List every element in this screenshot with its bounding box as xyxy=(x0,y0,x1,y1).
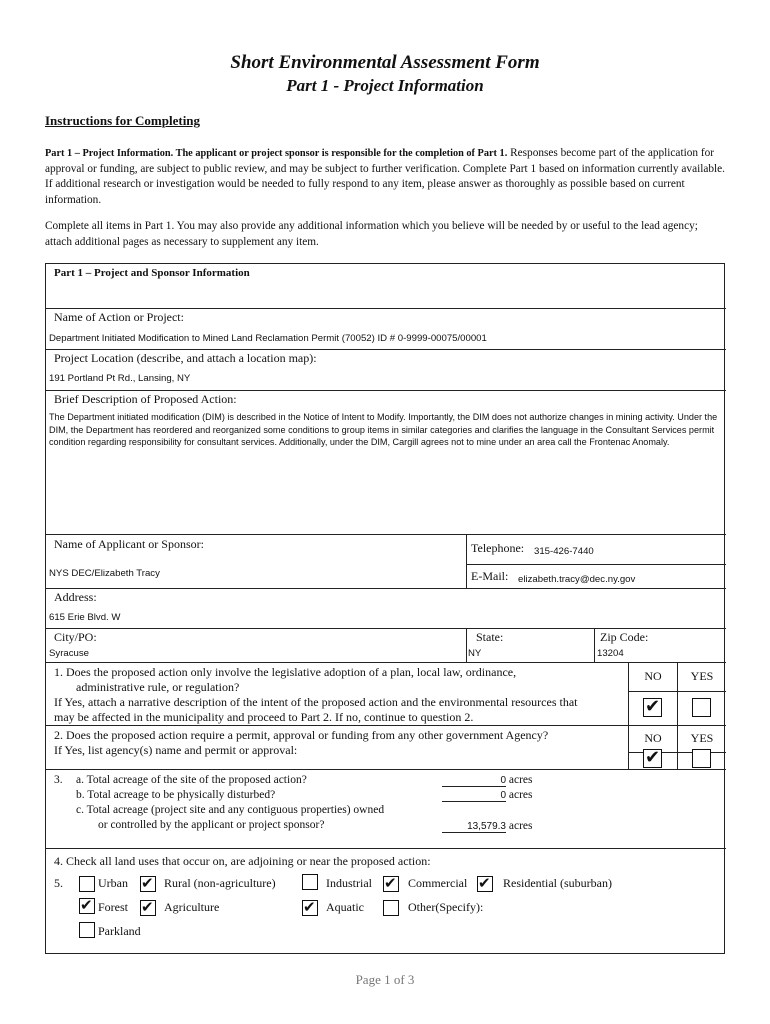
q2-yes-checkbox[interactable] xyxy=(692,749,711,768)
q1-no-checkbox[interactable] xyxy=(643,698,662,717)
q1-yes-label: YES xyxy=(690,669,714,683)
urban-label: Urban xyxy=(98,876,128,890)
instructions-bold-lead: Part 1 – Project Information. The applicant or project sponsor is responsible for the completion of Part 1. xyxy=(45,148,508,159)
q3a-unit: acres xyxy=(508,774,533,786)
q1-text-4: may be affected in the municipality and proceed to Part 2. If no, continue to question 2. xyxy=(54,710,474,724)
address-field[interactable]: 615 Erie Blvd. W xyxy=(49,612,121,623)
q1-text-1: 1. Does the proposed action only involve the legislative adoption of a plan, local law, ordinance, xyxy=(54,665,517,679)
action-label: Name of Action or Project: xyxy=(54,310,184,324)
q2-no-label: NO xyxy=(644,731,662,745)
zip-field[interactable]: 13204 xyxy=(597,648,624,659)
instructions-rest: Responses become part of the application for approval or funding, are subject to public review, and may be subject to further verification. Complete Part 1 based on information currently available. If additional research or investigation would be needed to fully respond to any item, please answer as thoroughly as possible based on current information. xyxy=(45,147,725,206)
section-header: Part 1 – Project and Sponsor Information xyxy=(54,267,250,279)
industrial-label: Industrial xyxy=(326,876,372,890)
industrial-checkbox[interactable] xyxy=(302,874,318,890)
instructions-heading: Instructions for Completing xyxy=(45,113,201,128)
q1-no-label: NO xyxy=(644,669,662,683)
q3c-text-2: or controlled by the applicant or project sponsor? xyxy=(98,819,325,831)
form-table xyxy=(45,263,725,954)
other-label: Other(Specify): xyxy=(408,900,484,914)
q3-number: 3. xyxy=(54,774,63,786)
q3b-answer[interactable] xyxy=(442,789,533,802)
q3b-value: 0 xyxy=(500,790,506,801)
aquatic-checkbox[interactable] xyxy=(302,900,318,916)
email-label: E-Mail: xyxy=(471,569,509,583)
aquatic-label: Aquatic xyxy=(326,900,364,914)
other-checkbox[interactable] xyxy=(383,900,399,916)
state-label: State: xyxy=(476,630,504,644)
applicant-label: Name of Applicant or Sponsor: xyxy=(54,537,204,551)
q5-number: 5. xyxy=(54,876,63,890)
instructions-paragraph-2: Complete all items in Part 1. You may also provide any additional information which you believe will be needed by or useful to the lead agency; attach additional pages as necessary to supplement any item. xyxy=(45,220,698,248)
q2-yes-label: YES xyxy=(690,731,714,745)
instructions-paragraph-1 xyxy=(45,146,725,208)
q1-text-3: If Yes, attach a narrative description of the intent of the proposed action and the environmental resources that xyxy=(54,695,578,709)
commercial-label: Commercial xyxy=(408,876,468,890)
telephone-field[interactable]: 315-426-7440 xyxy=(534,546,594,557)
q4-text: 4. Check all land uses that occur on, are adjoining or near the proposed action: xyxy=(54,854,431,868)
q2-text-2: If Yes, list agency(s) name and permit or approval: xyxy=(54,743,298,757)
agriculture-checkbox[interactable] xyxy=(140,900,156,916)
urban-checkbox[interactable] xyxy=(79,876,95,892)
description-label: Brief Description of Proposed Action: xyxy=(54,392,237,406)
city-field[interactable]: Syracuse xyxy=(49,648,89,659)
address-label: Address: xyxy=(54,590,97,604)
action-field[interactable]: Department Initiated Modification to Mined Land Reclamation Permit (70052) ID # 0-9999-00075/00001 xyxy=(49,333,487,344)
city-label: City/PO: xyxy=(54,630,97,644)
q3c-unit: acres xyxy=(508,820,533,832)
q3a-text: a. Total acreage of the site of the proposed action? xyxy=(76,774,307,786)
q1-text-2: administrative rule, or regulation? xyxy=(76,680,240,694)
telephone-label: Telephone: xyxy=(471,541,525,555)
rural-checkbox[interactable] xyxy=(140,876,156,892)
residential-checkbox[interactable] xyxy=(477,876,493,892)
q1-yes-checkbox[interactable] xyxy=(692,698,711,717)
zip-label: Zip Code: xyxy=(600,630,649,644)
description-field[interactable]: The Department initiated modification (DIM) is described in the Notice of Intent to Modify. Importantly, the DIM does not authorize changes in mining activity. Under the DIM, the Department has reordered and reorganized some conditions to group items in similar categories and clarifies the language in the Consultant Services permit condition regarding responsibility for consultant services. Additionally, under the DIM, Cargill agrees not to mine under an area call the Frontenac Anomaly. xyxy=(49,412,718,448)
email-field[interactable]: elizabeth.tracy@dec.ny.gov xyxy=(518,574,636,585)
q2-no-checkbox[interactable] xyxy=(643,749,662,768)
page-number: Page 1 of 3 xyxy=(355,972,415,987)
q3c-answer[interactable] xyxy=(442,820,533,833)
commercial-checkbox[interactable] xyxy=(383,876,399,892)
forest-checkbox[interactable] xyxy=(79,898,95,914)
applicant-field[interactable]: NYS DEC/Elizabeth Tracy xyxy=(49,568,160,579)
q3b-unit: acres xyxy=(508,789,533,801)
q2-text-1: 2. Does the proposed action require a permit, approval or funding from any other government Agency? xyxy=(54,728,549,742)
q3b-text: b. Total acreage to be physically disturbed? xyxy=(76,789,276,801)
residential-label: Residential (suburban) xyxy=(503,876,612,890)
q3a-value: 0 xyxy=(500,775,506,786)
form-subtitle: Part 1 - Project Information xyxy=(286,76,484,95)
forest-label: Forest xyxy=(98,900,128,914)
q3a-answer[interactable] xyxy=(442,774,533,787)
form-title: Short Environmental Assessment Form xyxy=(230,52,540,73)
state-field[interactable]: NY xyxy=(468,648,482,659)
agriculture-label: Agriculture xyxy=(164,900,220,914)
location-label: Project Location (describe, and attach a location map): xyxy=(54,351,317,365)
parkland-label: Parkland xyxy=(98,924,141,938)
rural-label: Rural (non-agriculture) xyxy=(164,876,276,890)
parkland-checkbox[interactable] xyxy=(79,922,95,938)
location-field[interactable]: 191 Portland Pt Rd., Lansing, NY xyxy=(49,373,191,384)
q3c-text-1: c. Total acreage (project site and any contiguous properties) owned xyxy=(76,804,385,816)
q3c-value: 13,579.3 xyxy=(467,821,506,832)
